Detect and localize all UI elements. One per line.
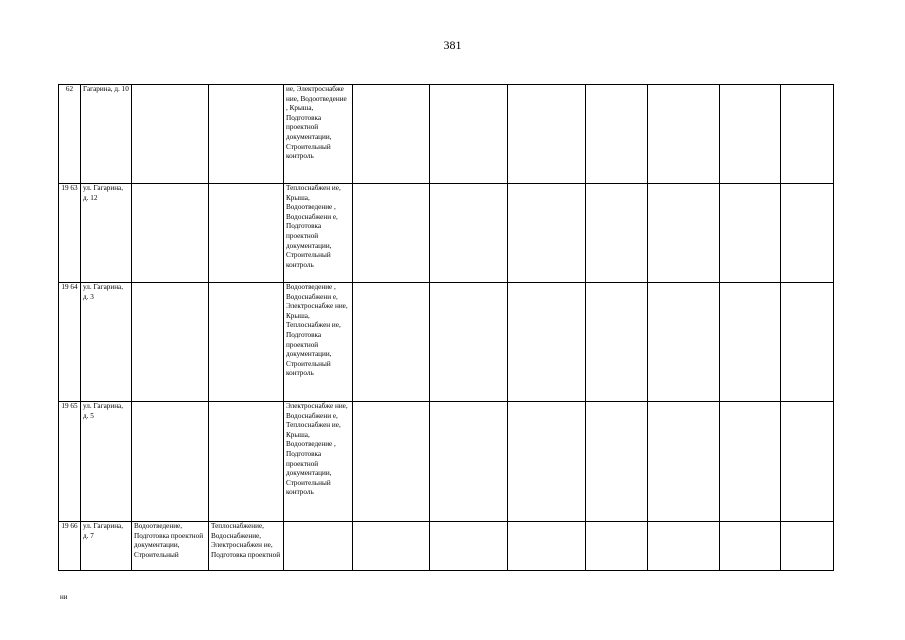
page-number: 381 <box>443 38 462 52</box>
empty-cell <box>781 184 834 283</box>
footer-mark: ни <box>60 593 68 601</box>
table-row <box>59 184 834 283</box>
works-cell: Теплоснабжен ие, Крыша, Водоотведение , Водоснабжени е, Подготовка проектной документации, Строительный контроль <box>284 184 353 283</box>
empty-cell <box>781 402 834 522</box>
empty-cell <box>586 85 648 184</box>
empty-cell <box>508 402 586 522</box>
table-cell <box>209 184 284 283</box>
empty-cell <box>508 522 586 571</box>
empty-cell <box>781 283 834 402</box>
table-row <box>59 85 834 184</box>
table-cell <box>132 402 209 522</box>
row-number: 19 63 <box>59 184 81 283</box>
table-cell <box>132 283 209 402</box>
empty-cell <box>353 85 430 184</box>
address-cell: ул. Гагарина, д. 3 <box>81 283 132 402</box>
row-number: 62 <box>59 85 81 184</box>
row-number: 19 65 <box>59 402 81 522</box>
address-cell: ул. Гагарина, д. 5 <box>81 402 132 522</box>
empty-cell <box>648 402 720 522</box>
empty-cell <box>648 184 720 283</box>
works-table <box>58 84 834 571</box>
works-cell: Электроснабже ние, Водоснабжени е, Теплоснабжен ие, Крыша, Водоотведение , Подготовка проектной документации, Строительный контроль <box>284 402 353 522</box>
empty-cell <box>720 402 781 522</box>
works-cell <box>284 522 353 571</box>
empty-cell <box>586 522 648 571</box>
row-number: 19 64 <box>59 283 81 402</box>
empty-cell <box>781 85 834 184</box>
table-cell <box>209 402 284 522</box>
empty-cell <box>648 522 720 571</box>
empty-cell <box>648 85 720 184</box>
empty-cell <box>720 184 781 283</box>
empty-cell <box>430 283 508 402</box>
empty-cell <box>353 402 430 522</box>
table-row <box>59 283 834 402</box>
empty-cell <box>648 283 720 402</box>
empty-cell <box>720 283 781 402</box>
empty-cell <box>430 522 508 571</box>
empty-cell <box>586 283 648 402</box>
empty-cell <box>720 85 781 184</box>
empty-cell <box>508 85 586 184</box>
empty-cell <box>353 283 430 402</box>
empty-cell <box>508 184 586 283</box>
table-cell <box>209 283 284 402</box>
works-cell: ие, Электроснабже ние, Водоотведение , Крыша, Подготовка проектной документации, Строительный контроль <box>284 85 353 184</box>
row-number: 19 66 <box>59 522 81 571</box>
works-cell: Водоотведение , Водоснабжени е, Электроснабже ние, Крыша, Теплоснабжен ие, Подготовка проектной документации, Строительный контроль <box>284 283 353 402</box>
empty-cell <box>508 283 586 402</box>
empty-cell <box>720 522 781 571</box>
table-cell: Теплоснабжение, Водоснабжение, Электроснабжен ие, Подготовка проектной <box>209 522 284 571</box>
address-cell: ул. Гагарина, д. 7 <box>81 522 132 571</box>
table-row <box>59 522 834 571</box>
empty-cell <box>586 184 648 283</box>
empty-cell <box>781 522 834 571</box>
empty-cell <box>430 184 508 283</box>
empty-cell <box>586 402 648 522</box>
table-cell <box>132 184 209 283</box>
table-cell <box>132 85 209 184</box>
table-cell <box>209 85 284 184</box>
empty-cell <box>430 402 508 522</box>
table-cell: Водоотведение, Подготовка проектной документации, Строительный <box>132 522 209 571</box>
table-row <box>59 402 834 522</box>
address-cell: Гагарина, д. 10 <box>81 85 132 184</box>
empty-cell <box>430 85 508 184</box>
empty-cell <box>353 184 430 283</box>
address-cell: ул. Гагарина, д. 12 <box>81 184 132 283</box>
empty-cell <box>353 522 430 571</box>
